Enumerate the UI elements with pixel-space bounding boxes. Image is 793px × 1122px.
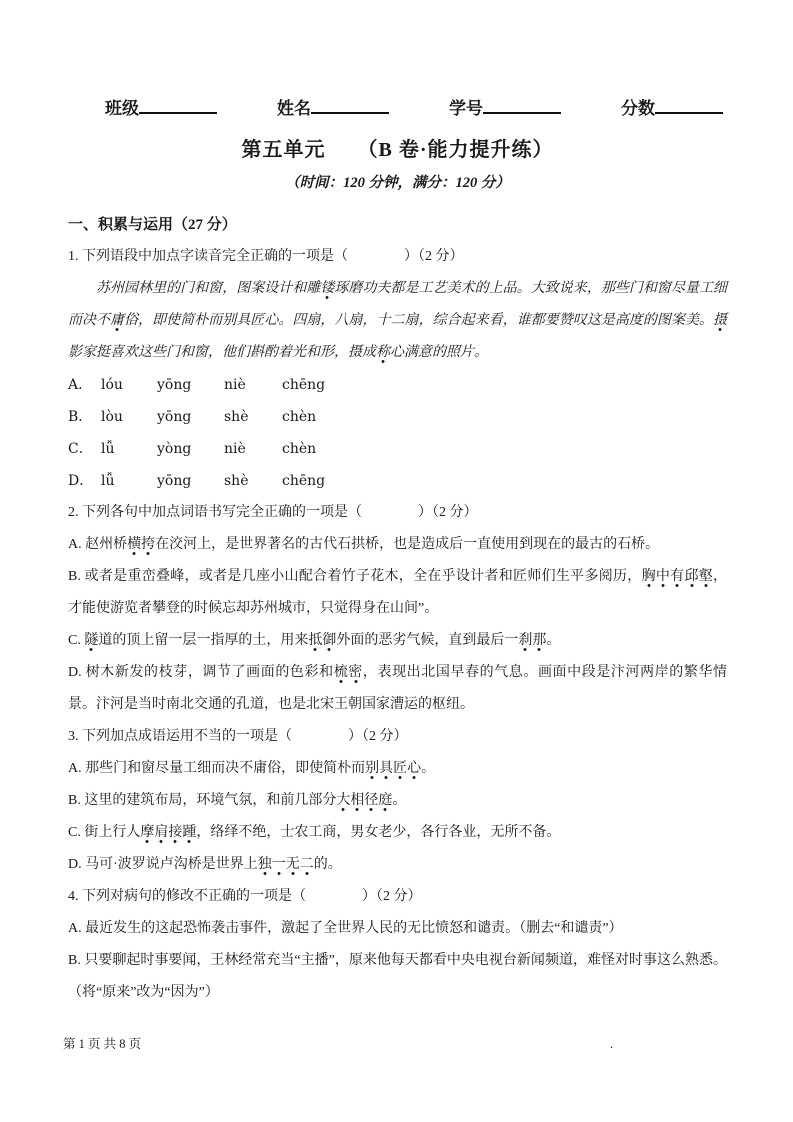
pinyin-3: niè (224, 441, 246, 457)
stray-dot: . (610, 1037, 614, 1051)
pinyin-2: yōng (157, 473, 192, 489)
question-4-option-a: A. 最近发生的这起恐怖袭击事件，激起了全世界人民的无比愤怒和谴责。（删去“和谴责”） (68, 921, 623, 936)
score-blank-line (655, 96, 723, 114)
question-3-stem: 3. 下列加点成语运用不当的一项是（ ）（2 分） (68, 729, 408, 744)
pinyin-3: shè (224, 473, 249, 489)
paper-subtitle: （时间：120 分钟，满分：120 分） (285, 175, 510, 191)
question-2-option-c: C. 隧道的顶上留一层一指厚的土，用来抵御外面的恶劣气候，直到最后一刹那。 (68, 633, 561, 648)
score-label: 分数 (621, 99, 655, 118)
header-fields (68, 96, 727, 121)
class-blank-line (139, 96, 217, 114)
class-field (105, 96, 217, 121)
pinyin-2: yōng (157, 409, 192, 425)
question-2-option-b: B. 或者是重峦叠峰，或者是几座小山配合着竹子花木，全在乎设计者和匠师们生平多阅历，胸中有邱壑，才能使游览者攀登的时候忘却苏州城市，只觉得身在山间”。 (68, 569, 727, 616)
pinyin-3: shè (224, 409, 249, 425)
section-one-heading: 一、积累与运用（27 分） (68, 217, 237, 233)
page-content (68, 96, 727, 1009)
question-2-stem: 2. 下列各句中加点词语书写完全正确的一项是（ ）（2 分） (68, 505, 478, 520)
question-1-passage: 苏州园林里的门和窗，图案设计和雕镂琢磨功夫都是工艺美术的上品。大致说来，那些门和窗尽量工细而决不庸俗，即使简朴而别具匠心。四扇，八扇，十二扇，综合起来看，谁都要赞叹这是高度的图案美。摄影家挺喜欢这些门和窗，他们斟酌着光和形，摄成称心满意的照片。 (68, 281, 728, 360)
student-id-label: 学号 (449, 99, 483, 118)
name-field (277, 96, 389, 121)
question-3-option-b: B. 这里的建筑布局，环境气氛，和前几部分大相径庭。 (68, 793, 407, 808)
pinyin-2: yōng (157, 377, 192, 393)
question-4-option-b: B. 只要聊起时事要闻，王林经常充当“主播”，原来他每天都看中央电视台新闻频道，难怪对时事这么熟悉。（将“原来”改为“因为”） (68, 953, 727, 1000)
question-1-stem: 1. 下列语段中加点字读音完全正确的一项是（ ）（2 分） (68, 249, 464, 264)
paper-body (68, 209, 727, 1009)
option-letter: D． (68, 473, 94, 489)
score-field (621, 96, 723, 121)
student-id-field (449, 96, 561, 121)
option-letter: B． (68, 409, 93, 425)
question-2-option-a: A. 赵州桥横挎在洨河上，是世界著名的古代石拱桥，也是造成后一直使用到现在的最古的石桥。 (68, 537, 660, 552)
pinyin-1: lǚ (101, 441, 115, 457)
question-1-option-d (68, 465, 727, 497)
question-3-option-d: D. 马可·波罗说卢沟桥是世界上独一无二的。 (68, 857, 342, 872)
question-1-option-b (68, 401, 727, 433)
pinyin-4: chēng (282, 377, 326, 393)
question-4-stem: 4. 下列对病句的修改不正确的一项是（ ）（2 分） (68, 889, 422, 904)
name-label: 姓名 (277, 99, 311, 118)
pinyin-4: chēng (282, 473, 326, 489)
question-1-option-a (68, 369, 727, 401)
question-1-option-c (68, 433, 727, 465)
pinyin-4: chèn (282, 409, 317, 425)
pinyin-2: yòng (157, 441, 192, 457)
pinyin-3: niè (224, 377, 246, 393)
question-2-option-d: D. 树木新发的枝芽，调节了画面的色彩和梳密，表现出北国早春的气息。画面中段是汴河两岸的繁华情景。汴河是当时南北交通的孔道，也是北宋王朝国家漕运的枢纽。 (68, 665, 728, 712)
pinyin-1: lòu (101, 409, 123, 425)
question-3-option-c: C. 街上行人摩肩接踵，络绎不绝，士农工商，男女老少，各行各业，无所不备。 (68, 825, 561, 840)
question-3-option-a: A. 那些门和窗尽量工细而决不庸俗，即使简朴而别具匠心。 (68, 761, 436, 776)
page-number-footer: 第 1 页 共 8 页 (63, 1037, 142, 1051)
option-letter: C． (68, 441, 93, 457)
pinyin-1: lóu (101, 377, 123, 393)
student-id-blank-line (483, 96, 561, 114)
paper-title: 第五单元 （B 卷·能力提升练） (241, 139, 554, 161)
class-label: 班级 (105, 99, 139, 118)
option-letter: A． (68, 377, 93, 393)
pinyin-1: lǚ (101, 473, 115, 489)
name-blank-line (311, 96, 389, 114)
pinyin-4: chèn (282, 441, 317, 457)
